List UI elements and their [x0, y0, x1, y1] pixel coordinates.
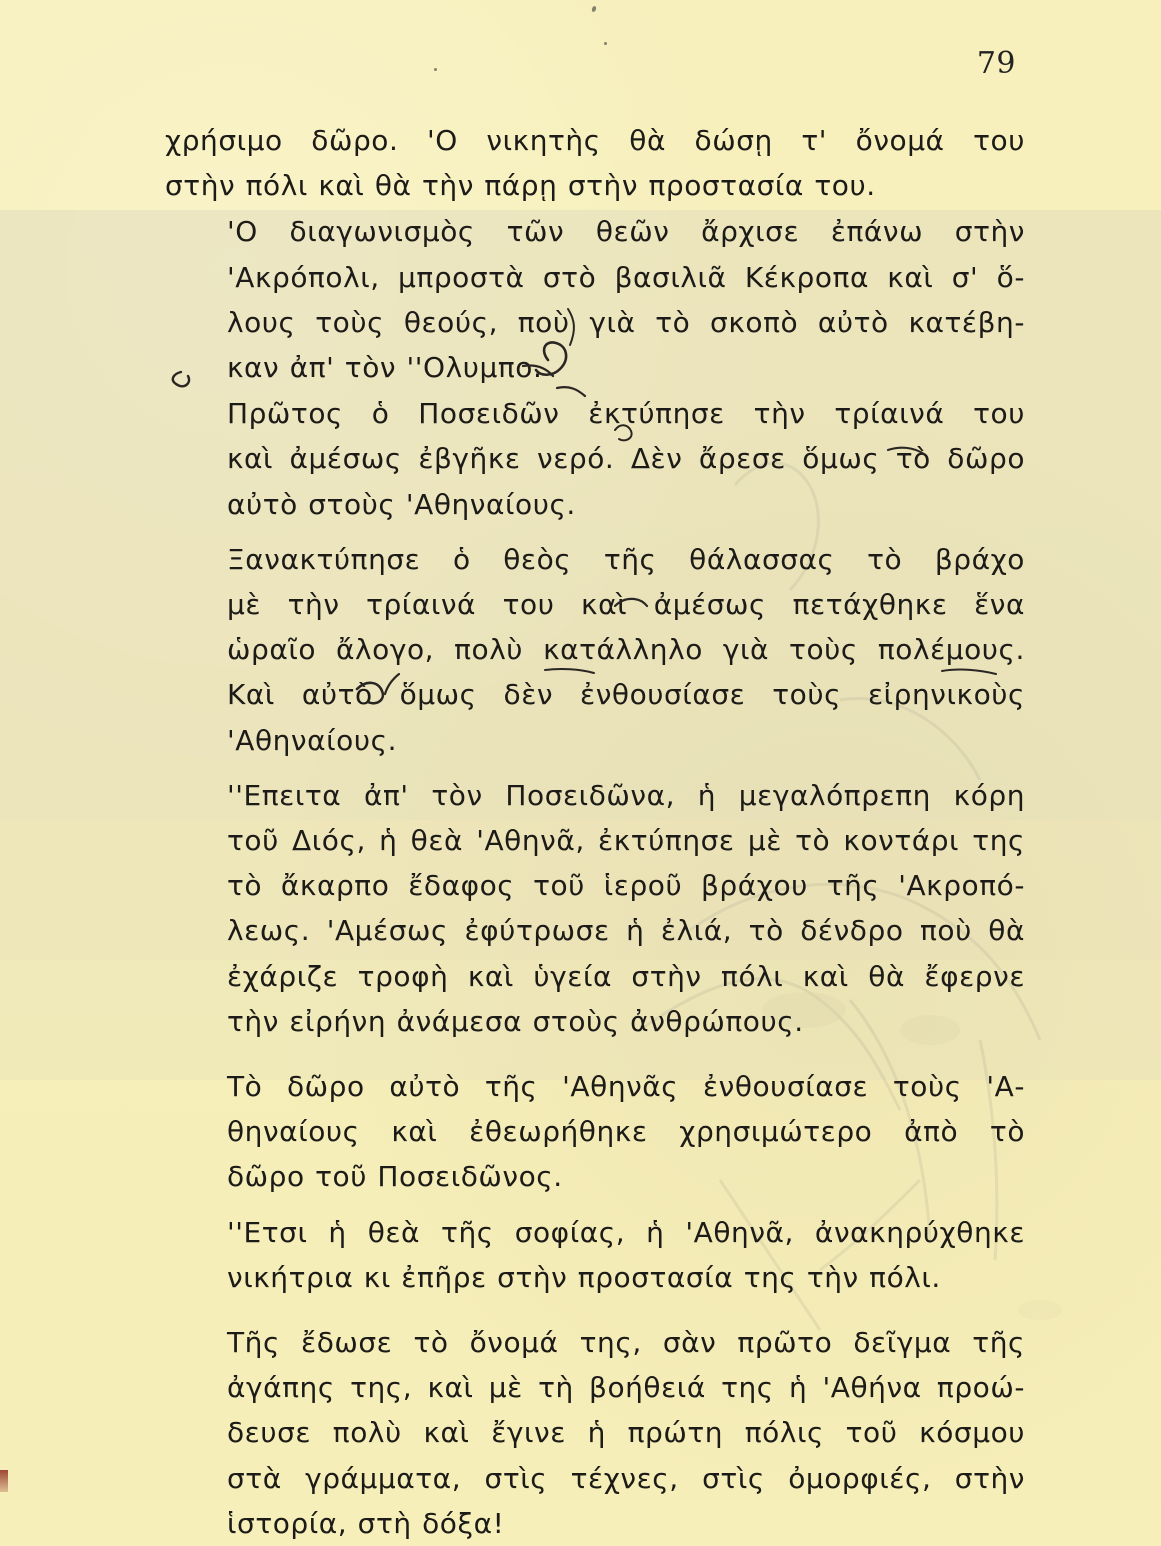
- text-line: Τῆς ἔδωσε τὸ ὄνομά της, σὰν πρῶτο δεῖγμα τῆς: [227, 1326, 1025, 1360]
- text-line: 'Ο διαγωνισμὸς τῶν θεῶν ἄρχισε ἐπάνω στὴν: [227, 215, 1025, 249]
- ink-speck: [604, 42, 607, 45]
- ink-speck: [591, 5, 597, 12]
- text-line: ἐχάριζε τροφὴ καὶ ὑγεία στὴν πόλι καὶ θὰ ἔφερνε: [227, 959, 1025, 993]
- text-line: δευσε πολὺ καὶ ἔγινε ἡ πρώτη πόλις τοῦ κόσμου: [227, 1416, 1025, 1450]
- text-line: 'Ακρόπολι, μπροστὰ στὸ βασιλιᾶ Κέκροπα καὶ σ' ὅ-: [227, 260, 1025, 294]
- text-line: τοῦ Διός, ἡ θεὰ 'Αθηνᾶ, ἐκτύπησε μὲ τὸ κοντάρι της: [227, 824, 1025, 858]
- page-number: 79: [976, 46, 1016, 81]
- paragraph-3: [165, 391, 1025, 527]
- text-line: καν ἀπ' τὸν ''Ολυμπο.: [227, 351, 543, 385]
- text-line: ὡραῖο ἄλογο, πολὺ κατάλληλο γιὰ τοὺς πολέμους.: [227, 633, 1025, 667]
- text-line: λεως. 'Αμέσως ἐφύτρωσε ἡ ἐλιά, τὸ δένδρο ποὺ θὰ: [227, 914, 1025, 948]
- text-line: τὴν εἰρήνη ἀνάμεσα στοὺς ἀνθρώπους.: [227, 1004, 804, 1038]
- text-line: 'Αθηναίους.: [227, 723, 398, 757]
- paragraph-6: [165, 1064, 1025, 1200]
- text-line: στὴν πόλι καὶ θὰ τὴν πάρῃ στὴν προστασία του.: [165, 169, 876, 203]
- text-line: Ξανακτύπησε ὁ θεὸς τῆς θάλασσας τὸ βράχο: [227, 542, 1025, 576]
- paragraph-5: [165, 773, 1025, 1044]
- red-edge-mark: [0, 1470, 8, 1492]
- paragraph-4: [165, 537, 1025, 763]
- main-text-column: [165, 118, 1025, 1546]
- paragraph-2: [165, 209, 1025, 390]
- text-line: Καὶ αὐτὸ ὅμως δὲν ἐνθουσίασε τοὺς εἰρηνικοὺς: [227, 678, 1025, 712]
- text-line: ἱστορία, στὴ δόξα!: [227, 1506, 505, 1540]
- text-line: ''Ετσι ἡ θεὰ τῆς σοφίας, ἡ 'Αθηνᾶ, ἀνακηρύχθηκε: [227, 1215, 1025, 1249]
- text-line: στὰ γράμματα, στὶς τέχνες, στὶς ὀμορφιές, στὴν: [227, 1461, 1025, 1495]
- text-line: ''Επειτα ἀπ' τὸν Ποσειδῶνα, ἡ μεγαλόπρεπη κόρη: [227, 778, 1025, 812]
- text-line: Πρῶτος ὁ Ποσειδῶν ἐκτύπησε τὴν τρίαινά του: [227, 397, 1025, 431]
- paragraph-1: [165, 118, 1025, 208]
- text-line: αὐτὸ στοὺς 'Αθηναίους.: [227, 487, 576, 521]
- text-line: λους τοὺς θεούς, ποὺ γιὰ τὸ σκοπὸ αὐτὸ κατέβη-: [227, 305, 1025, 339]
- text-line: θηναίους καὶ ἐθεωρήθηκε χρησιμώτερο ἀπὸ τὸ: [227, 1115, 1025, 1149]
- paragraph-7: [165, 1210, 1025, 1300]
- text-line: τὸ ἄκαρπο ἔδαφος τοῦ ἱεροῦ βράχου τῆς 'Ακροπό-: [227, 869, 1025, 903]
- text-line: Τὸ δῶρο αὐτὸ τῆς 'Αθηνᾶς ἐνθουσίασε τοὺς 'Α-: [227, 1070, 1025, 1104]
- paragraph-8: [165, 1320, 1025, 1546]
- text-line: δῶρο τοῦ Ποσειδῶνος.: [227, 1160, 563, 1194]
- text-line: μὲ τὴν τρίαινά του καὶ ἀμέσως πετάχθηκε ἕνα: [227, 588, 1025, 622]
- text-line: χρήσιμο δῶρο. 'Ο νικητὴς θὰ δώσῃ τ' ὄνομά του: [165, 124, 1025, 157]
- text-line: νικήτρια κι ἐπῆρε στὴν προστασία της τὴν πόλι.: [227, 1260, 941, 1294]
- text-line: καὶ ἀμέσως ἐβγῆκε νερό. Δὲν ἄρεσε ὅμως τὸ δῶρο: [227, 442, 1025, 476]
- ink-speck: [434, 68, 437, 71]
- text-line: ἀγάπης της, καὶ μὲ τὴ βοήθειά της ἡ 'Αθήνα προώ-: [227, 1371, 1025, 1405]
